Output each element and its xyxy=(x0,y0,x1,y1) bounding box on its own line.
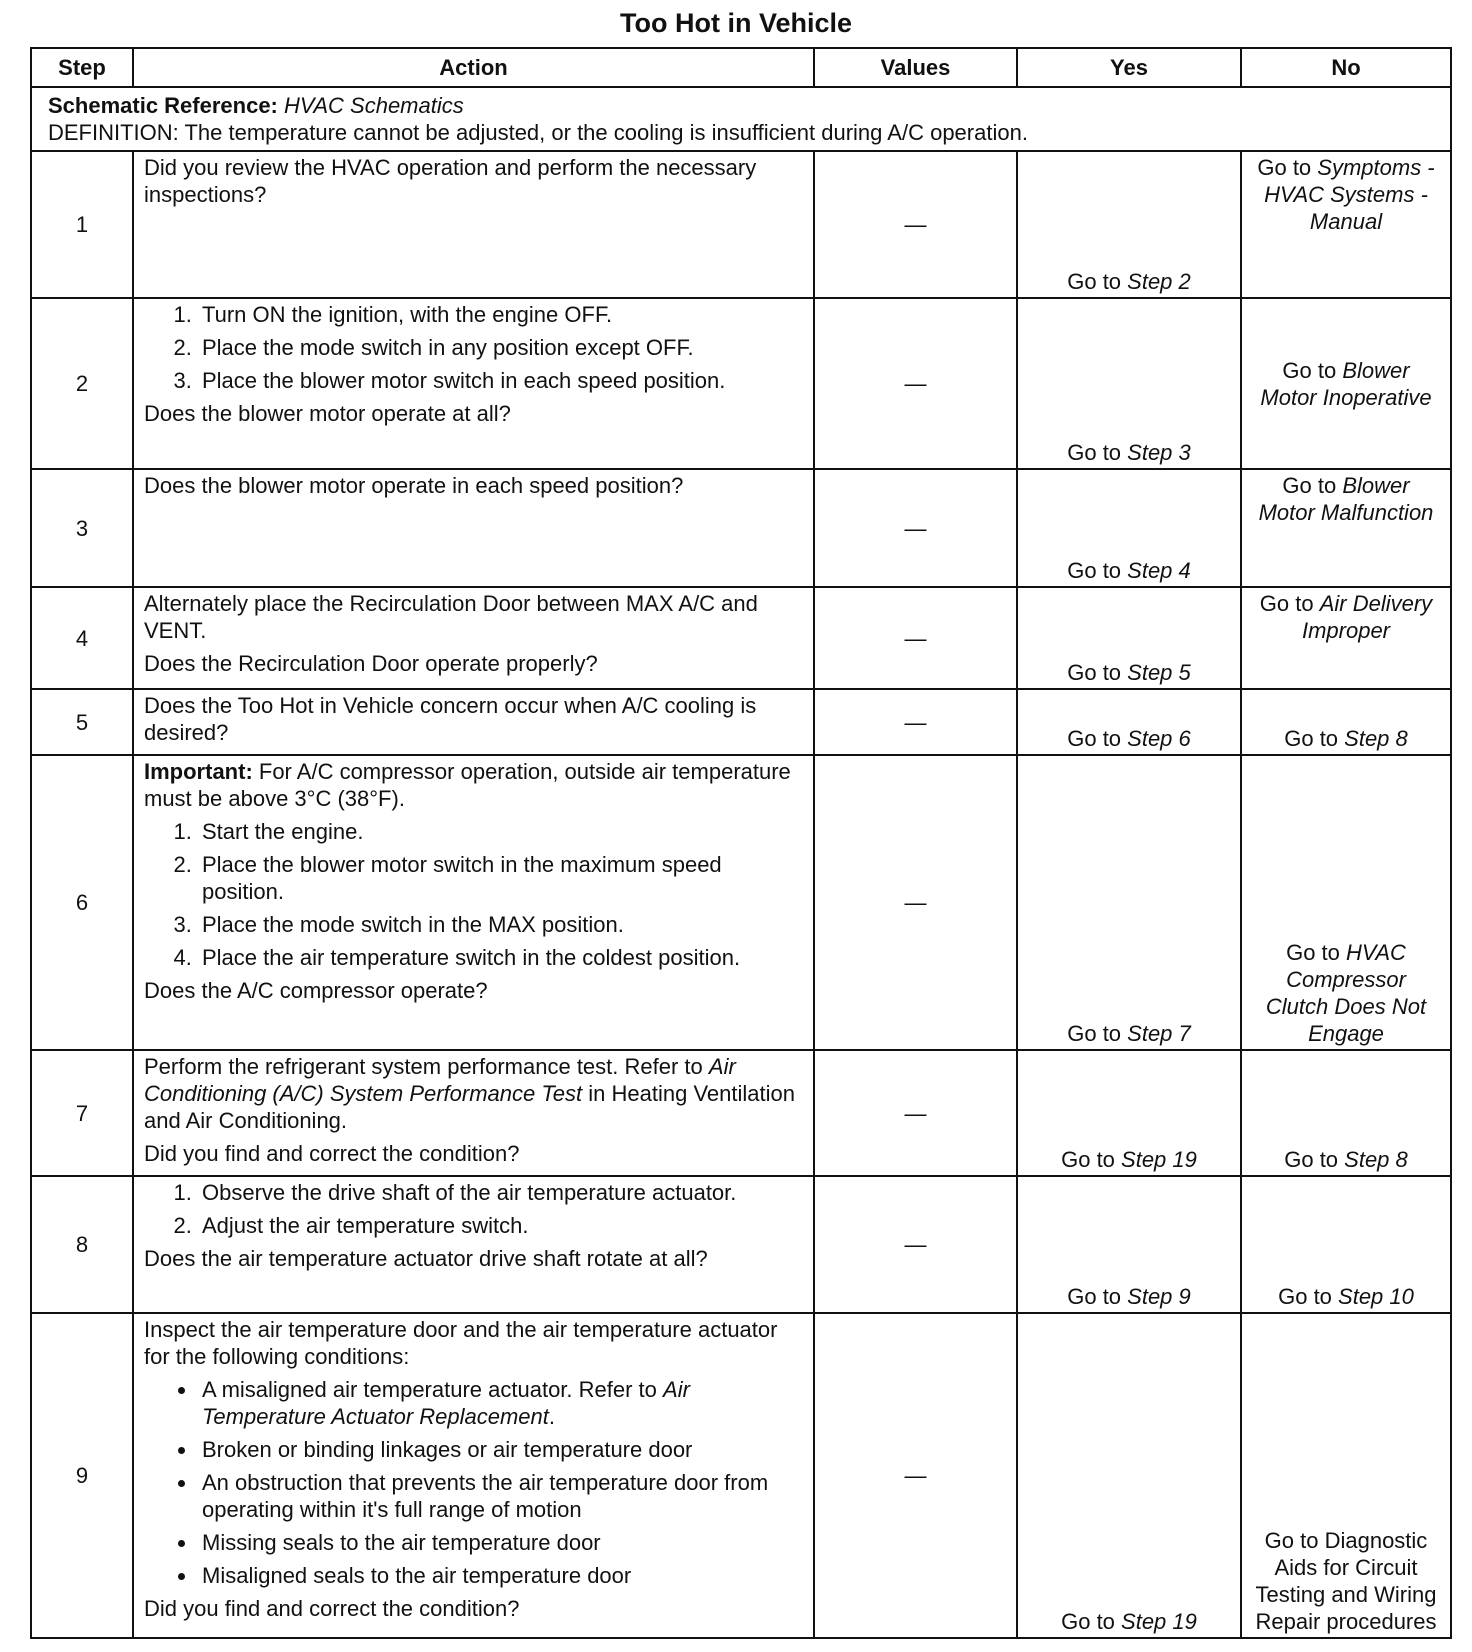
values-cell: — xyxy=(814,689,1017,755)
values-cell: — xyxy=(814,1313,1017,1638)
step-number: 8 xyxy=(31,1176,133,1313)
yes-cell xyxy=(1017,469,1241,587)
action-text xyxy=(144,1245,803,1272)
no-cell xyxy=(1241,689,1451,755)
reference-link[interactable]: Step 6 xyxy=(1127,726,1191,751)
values-cell: — xyxy=(814,587,1017,689)
text: An obstruction that prevents the air temperature door from operating within it's full range of motion xyxy=(202,1470,769,1522)
text: A misaligned air temperature actuator. Refer to xyxy=(202,1377,664,1402)
text: Go to xyxy=(1067,1021,1128,1046)
table-row xyxy=(31,689,1451,755)
no-cell xyxy=(1241,151,1451,298)
reference-link[interactable]: Air Delivery Improper xyxy=(1301,591,1433,643)
values-cell: — xyxy=(814,298,1017,469)
action-text xyxy=(144,1140,803,1167)
step-number: 2 xyxy=(31,298,133,469)
reference-link[interactable]: Step 5 xyxy=(1127,660,1191,685)
reference-link[interactable]: HVAC Compressor Clutch Does Not Engage xyxy=(1265,940,1427,1046)
condition-item xyxy=(198,1469,803,1523)
text: Broken or binding linkages or air temperature door xyxy=(202,1437,693,1462)
text: Go to xyxy=(1061,1147,1122,1172)
action-text xyxy=(144,590,803,644)
action-step: 1. Observe the drive shaft of the air temperature actuator. xyxy=(198,1179,803,1206)
no-cell xyxy=(1241,587,1451,689)
text: Perform the refrigerant system performance test. Refer to xyxy=(144,1054,709,1079)
step-number: 7 xyxy=(31,1050,133,1176)
text: Go to xyxy=(1067,660,1128,685)
action-steps xyxy=(144,818,803,971)
header-yes: Yes xyxy=(1017,48,1241,87)
step-number: 1 xyxy=(31,151,133,298)
action-step: 1. Turn ON the ignition, with the engine OFF. xyxy=(198,301,803,328)
action-step: 2. Place the blower motor switch in the maximum speed position. xyxy=(198,851,803,905)
no-cell xyxy=(1241,755,1451,1050)
action-cell xyxy=(133,689,814,755)
schematic-label: Schematic Reference: xyxy=(48,93,278,118)
step-number: 5 xyxy=(31,689,133,755)
action-cell xyxy=(133,755,814,1050)
text: Important: xyxy=(144,759,253,784)
values-cell: — xyxy=(814,755,1017,1050)
schematic-reference-link[interactable]: HVAC Schematics xyxy=(284,93,464,118)
reference-link[interactable]: Blower Motor Inoperative xyxy=(1260,357,1432,410)
condition-list xyxy=(144,1376,803,1589)
text: Go to xyxy=(1284,1147,1345,1172)
action-steps xyxy=(144,1179,803,1239)
reference-link[interactable]: Step 8 xyxy=(1344,726,1408,751)
action-cell xyxy=(133,298,814,469)
action-step: 3. Place the blower motor switch in each speed position. xyxy=(198,367,803,394)
action-step: 3. Place the mode switch in the MAX position. xyxy=(198,911,803,938)
reference-link[interactable]: Air Conditioning (A/C) System Performance Test xyxy=(144,1054,736,1106)
definition: DEFINITION: The temperature cannot be adjusted, or the cooling is insufficient during A/C operation. xyxy=(48,120,1028,145)
text: Does the Too Hot in Vehicle concern occur when A/C cooling is desired? xyxy=(144,693,757,745)
condition-item xyxy=(198,1562,803,1589)
action-cell xyxy=(133,1050,814,1176)
step-number: 6 xyxy=(31,755,133,1050)
table-header xyxy=(31,48,1451,87)
table-row xyxy=(31,1176,1451,1313)
action-steps xyxy=(144,301,803,394)
action-step: 2. Adjust the air temperature switch. xyxy=(198,1212,803,1239)
table-row xyxy=(31,298,1451,469)
table-row xyxy=(31,755,1451,1050)
no-cell xyxy=(1241,1313,1451,1638)
reference-link[interactable]: Step 7 xyxy=(1127,1021,1191,1046)
step-number: 3 xyxy=(31,469,133,587)
action-cell xyxy=(133,151,814,298)
text: Go to xyxy=(1282,357,1343,383)
text: Did you find and correct the condition? xyxy=(144,1141,520,1166)
text: Inspect the air temperature door and the air temperature actuator for the following conditions: xyxy=(144,1317,778,1369)
step-number: 9 xyxy=(31,1313,133,1638)
text: Go to xyxy=(1067,1284,1128,1309)
condition-item xyxy=(198,1436,803,1463)
table-row xyxy=(31,1050,1451,1176)
yes-cell xyxy=(1017,587,1241,689)
text: Go to xyxy=(1284,726,1345,751)
text: Go to xyxy=(1067,558,1128,583)
reference-link[interactable]: Step 9 xyxy=(1127,1284,1191,1309)
action-step: 4. Place the air temperature switch in the coldest position. xyxy=(198,944,803,971)
reference-link[interactable]: Step 19 xyxy=(1121,1609,1197,1634)
text: Missing seals to the air temperature door xyxy=(202,1530,601,1555)
header-action: Action xyxy=(133,48,814,87)
values-cell: — xyxy=(814,1050,1017,1176)
reference-link[interactable]: Symptoms - HVAC Systems - Manual xyxy=(1264,155,1435,234)
text: Alternately place the Recirculation Door between MAX A/C and VENT. xyxy=(144,591,758,643)
action-text xyxy=(144,400,803,427)
text: Go to xyxy=(1067,440,1128,465)
table-row xyxy=(31,151,1451,298)
yes-cell xyxy=(1017,755,1241,1050)
text: Did you find and correct the condition? xyxy=(144,1596,520,1621)
yes-cell xyxy=(1017,298,1241,469)
no-cell xyxy=(1241,298,1451,469)
text: Go to xyxy=(1061,1609,1122,1634)
action-text xyxy=(144,154,803,208)
text: Does the blower motor operate at all? xyxy=(144,401,511,426)
text: Go to Diagnostic Aids for Circuit Testing and Wiring Repair procedures xyxy=(1255,1528,1437,1634)
no-cell xyxy=(1241,1176,1451,1313)
action-cell xyxy=(133,469,814,587)
action-text xyxy=(144,692,803,746)
yes-cell xyxy=(1017,689,1241,755)
text: in Heating Ventilation and Air Conditioning. xyxy=(144,1081,795,1133)
reference-link[interactable]: Blower Motor Malfunction xyxy=(1258,473,1434,525)
action-step: 2. Place the mode switch in any position except OFF. xyxy=(198,334,803,361)
text: Does the air temperature actuator drive shaft rotate at all? xyxy=(144,1246,708,1271)
text: Go to xyxy=(1257,155,1318,180)
action-text xyxy=(144,1053,803,1134)
reference-link[interactable]: Step 2 xyxy=(1127,269,1191,294)
text: Does the blower motor operate in each speed position? xyxy=(144,473,684,498)
yes-cell xyxy=(1017,1050,1241,1176)
yes-cell xyxy=(1017,1176,1241,1313)
reference-link[interactable]: Step 19 xyxy=(1121,1147,1197,1172)
values-cell: — xyxy=(814,1176,1017,1313)
header-step: Step xyxy=(31,48,133,87)
schematic-row xyxy=(31,87,1451,151)
values-cell: — xyxy=(814,151,1017,298)
diagnostic-table xyxy=(30,47,1452,1639)
table-row xyxy=(31,469,1451,587)
text: Go to xyxy=(1067,269,1128,294)
table-row xyxy=(31,587,1451,689)
text: For A/C compressor operation, outside air temperature must be above 3°C (38°F). xyxy=(144,759,791,811)
no-cell xyxy=(1241,1050,1451,1176)
text: Misaligned seals to the air temperature door xyxy=(202,1563,632,1588)
reference-link[interactable]: Air Temperature Actuator Replacement xyxy=(202,1377,690,1429)
condition-item xyxy=(198,1529,803,1556)
action-cell xyxy=(133,1313,814,1638)
reference-link[interactable]: Step 8 xyxy=(1344,1147,1408,1172)
text: Does the A/C compressor operate? xyxy=(144,978,488,1003)
text: Go to xyxy=(1286,940,1346,965)
text: Go to xyxy=(1259,591,1320,616)
reference-link[interactable]: Step 4 xyxy=(1127,558,1191,583)
header-no: No xyxy=(1241,48,1451,87)
action-step: 1. Start the engine. xyxy=(198,818,803,845)
action-text xyxy=(144,1316,803,1370)
page-title: Too Hot in Vehicle xyxy=(619,8,853,38)
action-text xyxy=(144,977,803,1004)
condition-item xyxy=(198,1376,803,1430)
action-cell xyxy=(133,1176,814,1313)
action-text xyxy=(144,1595,803,1622)
action-text xyxy=(144,758,803,812)
yes-cell xyxy=(1017,151,1241,298)
text: Go to xyxy=(1067,726,1128,751)
header-values: Values xyxy=(814,48,1017,87)
text: Does the Recirculation Door operate properly? xyxy=(144,651,598,676)
action-cell xyxy=(133,587,814,689)
text: Go to xyxy=(1278,1284,1339,1309)
values-cell: — xyxy=(814,469,1017,587)
yes-cell xyxy=(1017,1313,1241,1638)
action-text xyxy=(144,472,803,499)
no-cell xyxy=(1241,469,1451,587)
text: Did you review the HVAC operation and perform the necessary inspections? xyxy=(144,155,757,207)
text: Go to xyxy=(1282,473,1343,498)
action-text xyxy=(144,650,803,677)
reference-link[interactable]: Step 10 xyxy=(1338,1284,1414,1309)
reference-link[interactable]: Step 3 xyxy=(1127,440,1191,465)
table-row xyxy=(31,1313,1451,1638)
text: . xyxy=(548,1404,556,1429)
step-number: 4 xyxy=(31,587,133,689)
